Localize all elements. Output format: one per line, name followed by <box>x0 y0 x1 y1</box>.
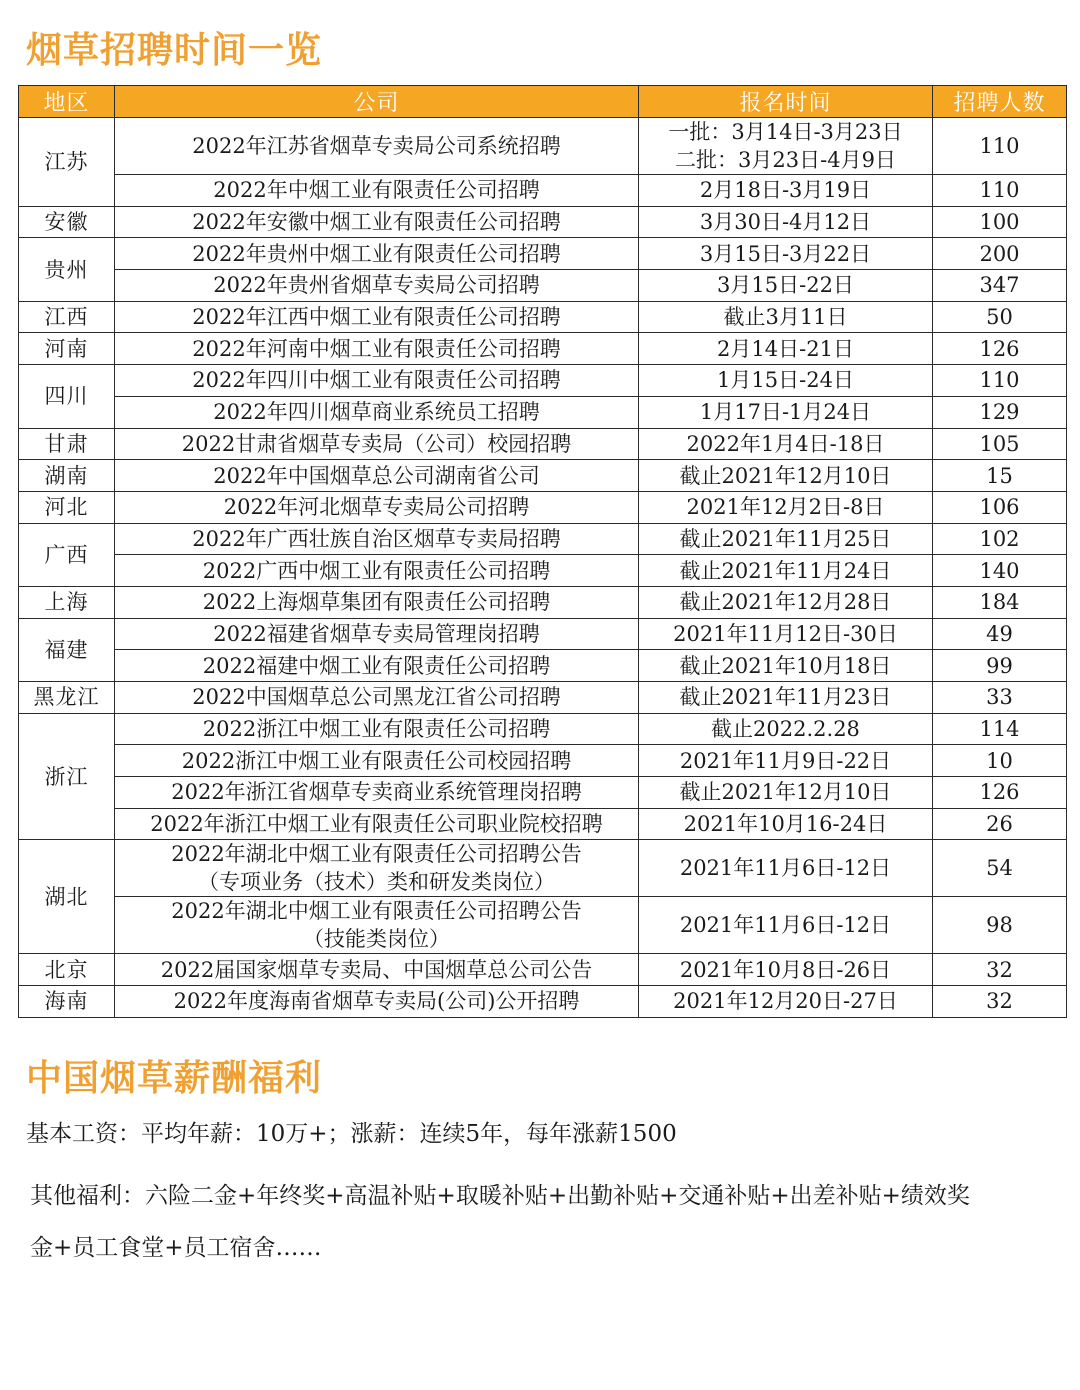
region-cell: 北京 <box>19 954 115 986</box>
time-cell <box>639 713 933 745</box>
time-cell <box>639 586 933 618</box>
company-cell-line: 2022年贵州中烟工业有限责任公司招聘 <box>192 241 561 266</box>
table-row <box>19 396 1067 428</box>
salary-basic-text: 基本工资：平均年薪：10万+；涨薪：连续5年，每年涨薪1500 <box>26 1121 677 1147</box>
time-cell <box>639 745 933 777</box>
count-cell: 184 <box>933 586 1067 618</box>
table-row <box>19 460 1067 492</box>
time-cell-line: 3月15日-22日 <box>717 273 854 298</box>
table-row <box>19 954 1067 986</box>
table-row <box>19 206 1067 238</box>
company-cell <box>115 365 639 397</box>
time-cell <box>639 396 933 428</box>
company-cell <box>115 840 639 897</box>
company-cell-line: 2022年湖北中烟工业有限责任公司招聘公告 <box>171 842 582 867</box>
time-cell-line: 截止2021年11月25日 <box>679 526 892 551</box>
company-cell-line: 2022年四川中烟工业有限责任公司招聘 <box>192 368 561 393</box>
time-cell-line: 2月14日-21日 <box>717 336 854 361</box>
time-cell-line: 1月17日-1月24日 <box>699 400 872 425</box>
header-company: 公司 <box>115 86 639 118</box>
time-cell <box>639 301 933 333</box>
company-cell <box>115 745 639 777</box>
company-cell <box>115 954 639 986</box>
section-title-salary: 中国烟草薪酬福利 <box>26 1058 323 1099</box>
time-cell-line: 截止2022.2.28 <box>711 717 860 742</box>
time-cell-line: 2021年12月20日-27日 <box>673 989 898 1014</box>
table-row <box>19 238 1067 270</box>
company-cell-line: 2022浙江中烟工业有限责任公司校园招聘 <box>181 748 572 773</box>
company-cell-line: 2022年湖北中烟工业有限责任公司招聘公告 <box>171 899 582 924</box>
count-cell: 54 <box>933 840 1067 897</box>
count-cell: 49 <box>933 618 1067 650</box>
table-row <box>19 523 1067 555</box>
time-cell <box>639 460 933 492</box>
count-cell: 32 <box>933 954 1067 986</box>
company-cell-line: 2022年浙江省烟草专卖商业系统管理岗招聘 <box>171 780 582 805</box>
table-row <box>19 840 1067 897</box>
company-cell <box>115 777 639 809</box>
company-cell-line: 2022年中国烟草总公司湖南省公司 <box>213 463 540 488</box>
count-cell: 50 <box>933 301 1067 333</box>
time-cell-line: 截止2021年12月10日 <box>679 780 892 805</box>
company-cell-line: 2022福建中烟工业有限责任公司招聘 <box>202 653 551 678</box>
company-cell-line: 2022年江西中烟工业有限责任公司招聘 <box>192 305 561 330</box>
region-cell: 浙江 <box>19 713 115 840</box>
region-cell: 江苏 <box>19 118 115 207</box>
table-row <box>19 745 1067 777</box>
company-cell <box>115 396 639 428</box>
time-cell <box>639 777 933 809</box>
company-cell <box>115 206 639 238</box>
time-cell-line: 截止2021年12月28日 <box>679 590 892 615</box>
region-cell: 江西 <box>19 301 115 333</box>
time-cell-line: 截止2021年11月23日 <box>679 685 892 710</box>
header-count: 招聘人数 <box>933 86 1067 118</box>
time-cell <box>639 954 933 986</box>
count-cell: 110 <box>933 175 1067 207</box>
header-region: 地区 <box>19 86 115 118</box>
table-row <box>19 270 1067 302</box>
company-cell <box>115 618 639 650</box>
company-cell-line: 2022年浙江中烟工业有限责任公司职业院校招聘 <box>150 812 603 837</box>
count-cell: 98 <box>933 897 1067 954</box>
table-row <box>19 301 1067 333</box>
company-cell <box>115 238 639 270</box>
table-row <box>19 618 1067 650</box>
company-cell <box>115 650 639 682</box>
time-cell-line: 2月18日-3月19日 <box>699 178 872 203</box>
table-row <box>19 333 1067 365</box>
time-cell <box>639 175 933 207</box>
time-cell-line: 3月15日-3月22日 <box>699 241 872 266</box>
time-cell <box>639 986 933 1018</box>
region-cell: 甘肃 <box>19 428 115 460</box>
company-cell-line: 2022甘肃省烟草专卖局（公司）校园招聘 <box>181 431 572 456</box>
table-body <box>19 118 1067 1018</box>
company-cell-line: （技能类岗位） <box>303 927 450 952</box>
company-cell-line: 2022年安徽中烟工业有限责任公司招聘 <box>192 210 561 235</box>
count-cell: 100 <box>933 206 1067 238</box>
company-cell <box>115 555 639 587</box>
time-cell <box>639 897 933 954</box>
time-cell <box>639 270 933 302</box>
section-title-recruitment: 烟草招聘时间一览 <box>26 30 323 71</box>
time-cell-line: 截止2021年11月24日 <box>679 558 892 583</box>
count-cell: 129 <box>933 396 1067 428</box>
count-cell: 140 <box>933 555 1067 587</box>
company-cell-line: 2022年江苏省烟草专卖局公司系统招聘 <box>192 134 561 158</box>
table-row <box>19 808 1067 840</box>
company-cell-line: 2022届国家烟草专卖局、中国烟草总公司公告 <box>160 957 593 982</box>
company-cell-line: 2022年河南中烟工业有限责任公司招聘 <box>192 336 561 361</box>
salary-benefits-text: 其他福利：六险二金+年终奖+高温补贴+取暖补贴+出勤补贴+交通补贴+出差补贴+绩效奖金+员工食堂+员工宿舍…… <box>30 1183 970 1261</box>
region-cell: 四川 <box>19 365 115 428</box>
time-cell-line: 2021年10月8日-26日 <box>679 957 892 982</box>
time-cell <box>639 491 933 523</box>
time-cell-line: 2021年11月12日-30日 <box>673 621 898 646</box>
time-cell <box>639 238 933 270</box>
company-cell <box>115 897 639 954</box>
time-cell <box>639 365 933 397</box>
time-cell-line: 截止2021年12月10日 <box>679 463 892 488</box>
company-cell-line: 2022年广西壮族自治区烟草专卖局招聘 <box>192 526 561 551</box>
region-cell: 海南 <box>19 986 115 1018</box>
time-cell <box>639 118 933 175</box>
company-cell-line: 2022年贵州省烟草专卖局公司招聘 <box>213 273 540 298</box>
time-cell-line: 二批：3月23日-4月9日 <box>675 148 896 172</box>
time-cell <box>639 650 933 682</box>
count-cell: 126 <box>933 777 1067 809</box>
company-cell <box>115 428 639 460</box>
region-cell: 广西 <box>19 523 115 586</box>
count-cell: 200 <box>933 238 1067 270</box>
company-cell <box>115 491 639 523</box>
region-cell: 河南 <box>19 333 115 365</box>
count-cell: 15 <box>933 460 1067 492</box>
region-cell: 湖南 <box>19 460 115 492</box>
count-cell: 105 <box>933 428 1067 460</box>
company-cell <box>115 682 639 714</box>
time-cell-line: 截止2021年10月18日 <box>679 653 892 678</box>
company-cell <box>115 586 639 618</box>
region-cell: 上海 <box>19 586 115 618</box>
time-cell-line: 2021年11月6日-12日 <box>679 913 892 938</box>
company-cell-line: （专项业务（技术）类和研发类岗位） <box>198 870 555 895</box>
region-cell: 安徽 <box>19 206 115 238</box>
count-cell: 99 <box>933 650 1067 682</box>
count-cell: 106 <box>933 491 1067 523</box>
company-cell-line: 2022上海烟草集团有限责任公司招聘 <box>202 590 551 615</box>
table-header-row <box>19 86 1067 118</box>
region-cell: 湖北 <box>19 840 115 954</box>
table-row <box>19 428 1067 460</box>
time-cell-line: 截止3月11日 <box>723 305 848 330</box>
time-cell-line: 2021年11月9日-22日 <box>679 748 892 773</box>
time-cell <box>639 840 933 897</box>
table-row <box>19 555 1067 587</box>
time-cell-line: 2021年10月16-24日 <box>683 812 888 837</box>
time-cell <box>639 206 933 238</box>
company-cell <box>115 713 639 745</box>
count-cell: 126 <box>933 333 1067 365</box>
table-row <box>19 491 1067 523</box>
company-cell <box>115 523 639 555</box>
company-cell <box>115 118 639 175</box>
table-row <box>19 650 1067 682</box>
company-cell <box>115 301 639 333</box>
table-row <box>19 586 1067 618</box>
company-cell-line: 2022广西中烟工业有限责任公司招聘 <box>202 558 551 583</box>
region-cell: 河北 <box>19 491 115 523</box>
time-cell <box>639 682 933 714</box>
header-time: 报名时间 <box>639 86 933 118</box>
time-cell-line: 2022年1月4日-18日 <box>686 431 885 456</box>
time-cell <box>639 523 933 555</box>
company-cell <box>115 460 639 492</box>
company-cell-line: 2022浙江中烟工业有限责任公司招聘 <box>202 717 551 742</box>
region-cell: 黑龙江 <box>19 682 115 714</box>
company-cell-line: 2022福建省烟草专卖局管理岗招聘 <box>213 621 540 646</box>
count-cell: 110 <box>933 365 1067 397</box>
count-cell: 110 <box>933 118 1067 175</box>
region-cell: 贵州 <box>19 238 115 301</box>
table-row <box>19 118 1067 175</box>
count-cell: 32 <box>933 986 1067 1018</box>
count-cell: 347 <box>933 270 1067 302</box>
region-cell: 福建 <box>19 618 115 681</box>
time-cell <box>639 428 933 460</box>
time-cell-line: 3月30日-4月12日 <box>699 210 872 235</box>
company-cell-line: 2022年河北烟草专卖局公司招聘 <box>223 495 530 520</box>
time-cell-line: 一批：3月14日-3月23日 <box>668 120 903 144</box>
time-cell <box>639 618 933 650</box>
time-cell-line: 2021年12月2日-8日 <box>686 495 885 520</box>
table-row <box>19 897 1067 954</box>
company-cell-line: 2022年四川烟草商业系统员工招聘 <box>213 400 540 425</box>
company-cell <box>115 808 639 840</box>
company-cell <box>115 333 639 365</box>
count-cell: 102 <box>933 523 1067 555</box>
table-row <box>19 365 1067 397</box>
time-cell-line: 1月15日-24日 <box>717 368 854 393</box>
table-row <box>19 713 1067 745</box>
company-cell-line: 2022年中烟工业有限责任公司招聘 <box>213 178 540 203</box>
table-row <box>19 986 1067 1018</box>
company-cell <box>115 175 639 207</box>
company-cell-line: 2022中国烟草总公司黑龙江省公司招聘 <box>192 685 561 710</box>
company-cell <box>115 270 639 302</box>
table-row <box>19 777 1067 809</box>
time-cell <box>639 333 933 365</box>
recruitment-table <box>18 85 1067 1018</box>
count-cell: 10 <box>933 745 1067 777</box>
company-cell <box>115 986 639 1018</box>
time-cell-line: 2021年11月6日-12日 <box>679 856 892 881</box>
time-cell <box>639 555 933 587</box>
company-cell-line: 2022年度海南省烟草专卖局(公司)公开招聘 <box>173 989 580 1014</box>
count-cell: 114 <box>933 713 1067 745</box>
time-cell <box>639 808 933 840</box>
count-cell: 33 <box>933 682 1067 714</box>
table-row <box>19 175 1067 207</box>
table-row <box>19 682 1067 714</box>
count-cell: 26 <box>933 808 1067 840</box>
